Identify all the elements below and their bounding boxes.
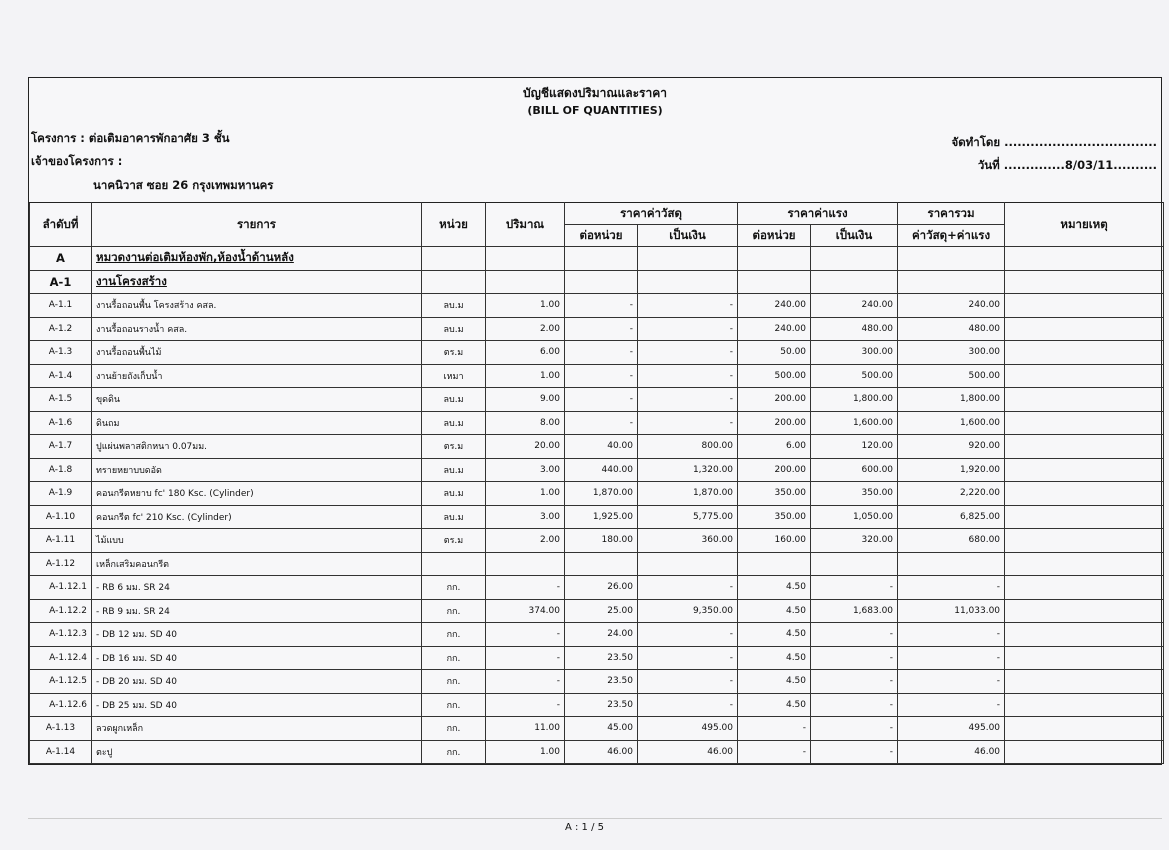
cell-material-unit-price: 1,870.00 [565, 482, 638, 506]
col-header-total: ราคารวม [898, 203, 1005, 225]
cell-description: ตะปู [92, 740, 422, 764]
table-row [30, 670, 1164, 694]
cell-quantity: 1.00 [486, 482, 565, 506]
cell-unit: กก. [422, 576, 486, 600]
col-header-no: ลำดับที่ [30, 203, 92, 247]
cell-material-amount [638, 247, 738, 271]
cell-description: ทรายหยาบบดอัด [92, 458, 422, 482]
cell-no: A-1.11 [30, 529, 92, 553]
cell-unit: เหมา [422, 364, 486, 388]
cell-unit: กก. [422, 670, 486, 694]
cell-description: งานรื้อถอนพื้น โครงสร้าง คสล. [92, 294, 422, 318]
cell-quantity: - [486, 670, 565, 694]
cell-remark [1005, 317, 1164, 341]
cell-description: ไม้แบบ [92, 529, 422, 553]
cell-quantity: 3.00 [486, 505, 565, 529]
cell-no: A-1.3 [30, 341, 92, 365]
cell-quantity: 1.00 [486, 740, 565, 764]
cell-material-unit-price: 25.00 [565, 599, 638, 623]
cell-material-amount: 495.00 [638, 717, 738, 741]
cell-no: A-1.12.6 [30, 693, 92, 717]
boq-sheet [28, 77, 1162, 765]
cell-remark [1005, 482, 1164, 506]
cell-total: 240.00 [898, 294, 1005, 318]
cell-material-unit-price: 440.00 [565, 458, 638, 482]
project-owner: เจ้าของโครงการ : [31, 154, 123, 168]
cell-unit: ลบ.ม [422, 482, 486, 506]
cell-unit: ตร.ม [422, 341, 486, 365]
cell-description: ลวดผูกเหล็ก [92, 717, 422, 741]
cell-quantity [486, 270, 565, 294]
cell-material-amount [638, 552, 738, 576]
cell-labor-amount: 1,600.00 [811, 411, 898, 435]
cell-unit: ลบ.ม [422, 294, 486, 318]
cell-description: - DB 12 มม. SD 40 [92, 623, 422, 647]
cell-labor-unit-price: 240.00 [738, 294, 811, 318]
cell-description: - DB 16 มม. SD 40 [92, 646, 422, 670]
cell-labor-amount [811, 247, 898, 271]
cell-total: - [898, 646, 1005, 670]
cell-total: 495.00 [898, 717, 1005, 741]
col-header-labor: ราคาค่าแรง [738, 203, 898, 225]
cell-labor-amount: 300.00 [811, 341, 898, 365]
cell-unit: ตร.ม [422, 529, 486, 553]
cell-labor-amount: - [811, 623, 898, 647]
cell-material-unit-price: 26.00 [565, 576, 638, 600]
cell-total: 1,920.00 [898, 458, 1005, 482]
cell-no: A-1 [30, 270, 92, 294]
cell-remark [1005, 576, 1164, 600]
cell-no: A-1.12.2 [30, 599, 92, 623]
cell-description: ดินถม [92, 411, 422, 435]
cell-no: A-1.1 [30, 294, 92, 318]
cell-labor-amount: 350.00 [811, 482, 898, 506]
cell-material-unit-price: 46.00 [565, 740, 638, 764]
cell-labor-unit-price [738, 270, 811, 294]
cell-total [898, 270, 1005, 294]
cell-total: - [898, 576, 1005, 600]
cell-quantity [486, 247, 565, 271]
cell-material-amount: - [638, 693, 738, 717]
cell-labor-unit-price: 4.50 [738, 646, 811, 670]
cell-remark [1005, 247, 1164, 271]
cell-labor-unit-price: - [738, 717, 811, 741]
cell-quantity: - [486, 693, 565, 717]
cell-unit: ลบ.ม [422, 458, 486, 482]
cell-labor-unit-price: 4.50 [738, 599, 811, 623]
cell-material-unit-price: 45.00 [565, 717, 638, 741]
cell-description: งานรื้อถอนพื้นไม้ [92, 341, 422, 365]
cell-description: เหล็กเสริมคอนกรีต [92, 552, 422, 576]
cell-remark [1005, 388, 1164, 412]
cell-labor-amount: 320.00 [811, 529, 898, 553]
doc-date: วันที่ ..............8/03/11.......... [977, 158, 1157, 172]
sheet-header [29, 78, 1161, 202]
cell-material-unit-price: - [565, 411, 638, 435]
cell-material-amount: - [638, 364, 738, 388]
table-row [30, 576, 1164, 600]
cell-labor-unit-price: 350.00 [738, 482, 811, 506]
col-header-labor-amount: เป็นเงิน [811, 225, 898, 247]
title-english: (BILL OF QUANTITIES) [527, 104, 663, 117]
table-row [30, 364, 1164, 388]
cell-total: - [898, 670, 1005, 694]
cell-remark [1005, 552, 1164, 576]
cell-material-unit-price: - [565, 364, 638, 388]
cell-material-amount: - [638, 294, 738, 318]
table-row [30, 529, 1164, 553]
cell-total: 1,800.00 [898, 388, 1005, 412]
cell-total: 11,033.00 [898, 599, 1005, 623]
cell-quantity: 8.00 [486, 411, 565, 435]
col-header-remark: หมายเหตุ [1005, 203, 1164, 247]
cell-material-unit-price: 180.00 [565, 529, 638, 553]
cell-description: งานย้ายถังเก็บน้ำ [92, 364, 422, 388]
cell-material-unit-price [565, 247, 638, 271]
boq-body [30, 247, 1164, 764]
table-row [30, 599, 1164, 623]
cell-labor-unit-price [738, 552, 811, 576]
cell-labor-unit-price: - [738, 740, 811, 764]
cell-labor-unit-price: 500.00 [738, 364, 811, 388]
cell-unit [422, 247, 486, 271]
cell-no: A-1.14 [30, 740, 92, 764]
cell-description: - RB 9 มม. SR 24 [92, 599, 422, 623]
cell-no: A-1.9 [30, 482, 92, 506]
cell-no: A-1.8 [30, 458, 92, 482]
cell-labor-amount: - [811, 670, 898, 694]
cell-quantity: 374.00 [486, 599, 565, 623]
cell-unit: กก. [422, 646, 486, 670]
table-row [30, 552, 1164, 576]
cell-material-amount: - [638, 317, 738, 341]
cell-labor-unit-price: 4.50 [738, 693, 811, 717]
cell-description: - DB 20 มม. SD 40 [92, 670, 422, 694]
cell-quantity: 2.00 [486, 317, 565, 341]
cell-remark [1005, 646, 1164, 670]
col-header-labor-per-unit: ต่อหน่วย [738, 225, 811, 247]
page-number: A : 1 / 5 [564, 822, 605, 833]
cell-labor-amount: 480.00 [811, 317, 898, 341]
cell-remark [1005, 623, 1164, 647]
table-row [30, 270, 1164, 294]
cell-total: 500.00 [898, 364, 1005, 388]
cell-material-amount: - [638, 670, 738, 694]
cell-labor-unit-price: 50.00 [738, 341, 811, 365]
cell-remark [1005, 740, 1164, 764]
cell-description: ปูแผ่นพลาสติกหนา 0.07มม. [92, 435, 422, 459]
cell-total: 6,825.00 [898, 505, 1005, 529]
cell-total: 46.00 [898, 740, 1005, 764]
table-row [30, 435, 1164, 459]
cell-total: 920.00 [898, 435, 1005, 459]
table-row [30, 646, 1164, 670]
col-header-material: ราคาค่าวัสดุ [565, 203, 738, 225]
cell-labor-unit-price: 4.50 [738, 670, 811, 694]
cell-labor-amount: 240.00 [811, 294, 898, 318]
cell-material-unit-price: - [565, 294, 638, 318]
cell-material-amount: 46.00 [638, 740, 738, 764]
table-row [30, 740, 1164, 764]
cell-description: งานรื้อถอนรางน้ำ คสล. [92, 317, 422, 341]
cell-unit: ลบ.ม [422, 411, 486, 435]
cell-labor-amount: - [811, 646, 898, 670]
cell-no: A-1.6 [30, 411, 92, 435]
cell-total [898, 247, 1005, 271]
cell-material-amount: 360.00 [638, 529, 738, 553]
cell-unit: กก. [422, 693, 486, 717]
cell-unit [422, 552, 486, 576]
cell-remark [1005, 599, 1164, 623]
cell-remark [1005, 435, 1164, 459]
col-header-item: รายการ [92, 203, 422, 247]
col-header-material-per-unit: ต่อหน่วย [565, 225, 638, 247]
cell-material-amount: - [638, 341, 738, 365]
cell-description: งานโครงสร้าง [92, 270, 422, 294]
cell-no: A [30, 247, 92, 271]
cell-quantity: 20.00 [486, 435, 565, 459]
table-row [30, 247, 1164, 271]
cell-material-amount: 5,775.00 [638, 505, 738, 529]
cell-unit: กก. [422, 740, 486, 764]
cell-material-amount: 9,350.00 [638, 599, 738, 623]
cell-labor-amount: - [811, 576, 898, 600]
cell-quantity: 9.00 [486, 388, 565, 412]
cell-labor-unit-price [738, 247, 811, 271]
cell-labor-amount: - [811, 717, 898, 741]
cell-material-unit-price: 23.50 [565, 670, 638, 694]
table-row [30, 294, 1164, 318]
cell-quantity: 3.00 [486, 458, 565, 482]
cell-material-amount: - [638, 411, 738, 435]
cell-unit: กก. [422, 623, 486, 647]
cell-quantity: 11.00 [486, 717, 565, 741]
cell-labor-unit-price: 200.00 [738, 388, 811, 412]
cell-no: A-1.2 [30, 317, 92, 341]
cell-material-unit-price: - [565, 317, 638, 341]
cell-remark [1005, 529, 1164, 553]
cell-labor-amount: - [811, 740, 898, 764]
cell-labor-amount: 600.00 [811, 458, 898, 482]
project-name: โครงการ : ต่อเติมอาคารพักอาศัย 3 ชั้น [31, 131, 230, 145]
cell-labor-amount [811, 270, 898, 294]
cell-remark [1005, 294, 1164, 318]
table-row [30, 458, 1164, 482]
cell-total: 680.00 [898, 529, 1005, 553]
cell-remark [1005, 364, 1164, 388]
cell-description: หมวดงานต่อเติมห้องพัก,ห้องน้ำด้านหลัง [92, 247, 422, 271]
cell-quantity: 1.00 [486, 294, 565, 318]
col-header-material-amount: เป็นเงิน [638, 225, 738, 247]
cell-material-unit-price [565, 270, 638, 294]
cell-description: ขุดดิน [92, 388, 422, 412]
col-header-unit: หน่วย [422, 203, 486, 247]
cell-quantity: 1.00 [486, 364, 565, 388]
cell-material-amount: 1,320.00 [638, 458, 738, 482]
cell-material-amount: 1,870.00 [638, 482, 738, 506]
cell-no: A-1.12.1 [30, 576, 92, 600]
cell-unit: ตร.ม [422, 435, 486, 459]
cell-labor-amount: 1,683.00 [811, 599, 898, 623]
table-row [30, 388, 1164, 412]
cell-labor-amount [811, 552, 898, 576]
cell-quantity: 6.00 [486, 341, 565, 365]
cell-labor-amount: - [811, 693, 898, 717]
table-row [30, 623, 1164, 647]
col-header-total-sub: ค่าวัสดุ+ค่าแรง [898, 225, 1005, 247]
cell-unit: กก. [422, 599, 486, 623]
cell-labor-unit-price: 4.50 [738, 623, 811, 647]
cell-total: 1,600.00 [898, 411, 1005, 435]
cell-quantity: - [486, 623, 565, 647]
cell-material-unit-price: 23.50 [565, 646, 638, 670]
cell-remark [1005, 670, 1164, 694]
cell-no: A-1.12.3 [30, 623, 92, 647]
cell-remark [1005, 270, 1164, 294]
table-row [30, 505, 1164, 529]
cell-no: A-1.5 [30, 388, 92, 412]
cell-total: 2,220.00 [898, 482, 1005, 506]
cell-labor-unit-price: 350.00 [738, 505, 811, 529]
table-row [30, 717, 1164, 741]
table-row [30, 341, 1164, 365]
cell-description: คอนกรีต fc' 210 Ksc. (Cylinder) [92, 505, 422, 529]
cell-labor-unit-price: 200.00 [738, 411, 811, 435]
cell-remark [1005, 411, 1164, 435]
cell-labor-unit-price: 240.00 [738, 317, 811, 341]
cell-labor-amount: 1,050.00 [811, 505, 898, 529]
cell-material-unit-price: - [565, 388, 638, 412]
col-header-qty: ปริมาณ [486, 203, 565, 247]
cell-unit [422, 270, 486, 294]
cell-description: คอนกรีตหยาบ fc' 180 Ksc. (Cylinder) [92, 482, 422, 506]
cell-remark [1005, 693, 1164, 717]
cell-material-unit-price [565, 552, 638, 576]
cell-no: A-1.10 [30, 505, 92, 529]
cell-total: - [898, 693, 1005, 717]
cell-labor-unit-price: 200.00 [738, 458, 811, 482]
cell-no: A-1.12.4 [30, 646, 92, 670]
cell-labor-amount: 1,800.00 [811, 388, 898, 412]
cell-description: - RB 6 มม. SR 24 [92, 576, 422, 600]
cell-total [898, 552, 1005, 576]
cell-quantity [486, 552, 565, 576]
cell-material-unit-price: 40.00 [565, 435, 638, 459]
cell-material-unit-price: 1,925.00 [565, 505, 638, 529]
cell-total: - [898, 623, 1005, 647]
cell-labor-unit-price: 160.00 [738, 529, 811, 553]
cell-total: 480.00 [898, 317, 1005, 341]
table-row [30, 482, 1164, 506]
cell-no: A-1.13 [30, 717, 92, 741]
cell-total: 300.00 [898, 341, 1005, 365]
cell-no: A-1.12.5 [30, 670, 92, 694]
page-bottom-rule [28, 818, 1162, 819]
cell-no: A-1.7 [30, 435, 92, 459]
table-row [30, 693, 1164, 717]
cell-labor-amount: 120.00 [811, 435, 898, 459]
cell-remark [1005, 505, 1164, 529]
cell-material-amount: - [638, 646, 738, 670]
boq-table [29, 202, 1164, 764]
cell-labor-unit-price: 4.50 [738, 576, 811, 600]
cell-quantity: - [486, 576, 565, 600]
cell-unit: ลบ.ม [422, 388, 486, 412]
cell-material-unit-price: 24.00 [565, 623, 638, 647]
cell-quantity: - [486, 646, 565, 670]
cell-labor-unit-price: 6.00 [738, 435, 811, 459]
cell-description: - DB 25 มม. SD 40 [92, 693, 422, 717]
cell-remark [1005, 341, 1164, 365]
table-row [30, 317, 1164, 341]
cell-material-amount: - [638, 388, 738, 412]
prepared-by: จัดทำโดย ................................... [951, 135, 1157, 149]
cell-material-amount: - [638, 576, 738, 600]
cell-material-amount: 800.00 [638, 435, 738, 459]
cell-no: A-1.12 [30, 552, 92, 576]
table-row [30, 411, 1164, 435]
project-address: นาคนิวาส ซอย 26 กรุงเทพมหานคร [93, 178, 274, 192]
cell-unit: ลบ.ม [422, 317, 486, 341]
cell-unit: ลบ.ม [422, 505, 486, 529]
cell-remark [1005, 717, 1164, 741]
cell-unit: กก. [422, 717, 486, 741]
cell-remark [1005, 458, 1164, 482]
cell-material-amount: - [638, 623, 738, 647]
cell-no: A-1.4 [30, 364, 92, 388]
cell-material-amount [638, 270, 738, 294]
cell-material-unit-price: - [565, 341, 638, 365]
title-thai: บัญชีแสดงปริมาณและราคา [522, 86, 668, 100]
cell-quantity: 2.00 [486, 529, 565, 553]
cell-material-unit-price: 23.50 [565, 693, 638, 717]
cell-labor-amount: 500.00 [811, 364, 898, 388]
